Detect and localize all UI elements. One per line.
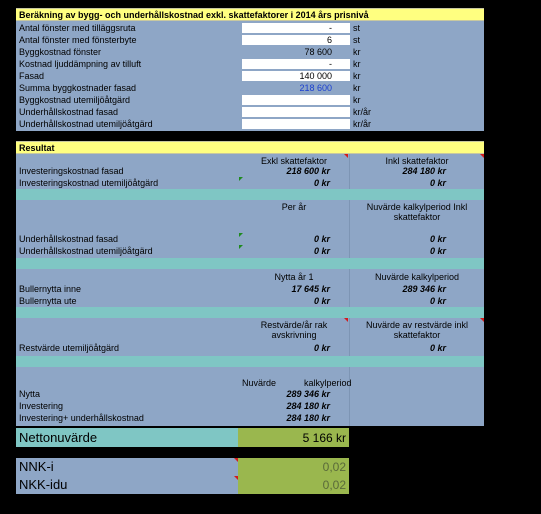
result-value: 0 kr xyxy=(313,343,330,353)
row-unit: st xyxy=(353,23,361,33)
result-value: 284 180 kr xyxy=(402,166,446,176)
column-header: Nytta år 1 xyxy=(274,272,314,282)
result-value: 0 kr xyxy=(313,296,330,306)
column-divider xyxy=(349,154,350,189)
result-value: 0 kr xyxy=(313,234,330,244)
column-header: Nuvärde av restvärde inkl skattefaktor xyxy=(365,320,469,340)
column-header: Exkl skattefaktor xyxy=(260,156,328,166)
row-label: Kostnad ljuddämpning av tilluft xyxy=(19,59,142,69)
result-value: 0 kr xyxy=(429,343,446,353)
column-header: Per år xyxy=(281,202,307,212)
row-label: Byggkostnad utemiljöåtgärd xyxy=(19,95,131,105)
netto-value: 5 166 kr xyxy=(302,431,346,445)
row-value: 6 xyxy=(326,35,332,45)
row-label: Underhållskostnad fasad xyxy=(19,107,119,117)
result-value: 0 kr xyxy=(313,178,330,188)
row-unit: kr xyxy=(353,47,361,57)
row-unit: kr xyxy=(353,71,361,81)
row-value: 78 600 xyxy=(304,47,332,57)
result-label: Bullernytta inne xyxy=(19,284,82,294)
result-label: Underhållskostnad utemiljöåtgärd xyxy=(19,246,153,256)
column-header: Nuvärde xyxy=(242,378,277,388)
row-unit: kr/år xyxy=(353,119,371,129)
column-divider xyxy=(349,367,350,426)
column-divider xyxy=(349,200,350,258)
nkkidu-label: NKK-idu xyxy=(19,477,68,492)
result-value: 0 kr xyxy=(429,234,446,244)
column-header: Nuvärde kalkylperiod xyxy=(374,272,460,282)
row-unit: kr xyxy=(353,95,361,105)
result-value: 289 346 kr xyxy=(286,389,330,399)
column-header: kalkylperiod xyxy=(304,378,352,388)
row-value: - xyxy=(329,59,332,69)
column-divider xyxy=(349,318,350,356)
result-label: Investeringskostnad fasad xyxy=(19,166,124,176)
spreadsheet xyxy=(16,8,484,508)
result-value: 0 kr xyxy=(313,246,330,256)
input-cell-underhall-fasad[interactable] xyxy=(242,107,350,117)
nnki-value: 0,02 xyxy=(322,460,346,474)
netto-label: Nettonuvärde xyxy=(19,430,98,445)
nnki-label: NNK-i xyxy=(19,459,54,474)
row-unit: st xyxy=(353,35,361,45)
column-header: Nuvärde kalkylperiod Inkl skattefaktor xyxy=(366,202,468,222)
column-header: Restvärde/år rak avskrivning xyxy=(260,320,328,340)
row-value: 218 600 xyxy=(299,83,332,93)
row-unit: kr xyxy=(353,83,361,93)
result-label: Investering+ underhållskostnad xyxy=(19,413,144,423)
row-value: 140 000 xyxy=(299,71,332,81)
row-unit: kr xyxy=(353,59,361,69)
result-value: 0 kr xyxy=(429,246,446,256)
calculation-header: Beräkning av bygg- och underhållskostnad exkl. skattefaktorer i 2014 års prisnivå xyxy=(16,8,484,21)
separator-band xyxy=(16,258,484,269)
nkkidu-value: 0,02 xyxy=(322,478,346,492)
result-value: 289 346 kr xyxy=(402,284,446,294)
result-label: Investering xyxy=(19,401,64,411)
separator-band xyxy=(16,307,484,318)
row-label: Summa byggkostnader fasad xyxy=(19,83,137,93)
results-header: Resultat xyxy=(16,141,484,154)
row-label: Underhållskostnad utemiljöåtgärd xyxy=(19,119,153,129)
row-unit: kr/år xyxy=(353,107,371,117)
result-value: 0 kr xyxy=(429,296,446,306)
result-label: Investeringskostnad utemiljöåtgärd xyxy=(19,178,159,188)
result-value: 284 180 kr xyxy=(286,413,330,423)
result-value: 0 kr xyxy=(429,178,446,188)
result-label: Restvärde utemiljöåtgärd xyxy=(19,343,120,353)
row-label: Antal fönster med tilläggsruta xyxy=(19,23,136,33)
row-label: Byggkostnad fönster xyxy=(19,47,102,57)
input-cell-utemiljo[interactable] xyxy=(242,95,350,105)
separator-band xyxy=(16,189,484,200)
result-value: 17 645 kr xyxy=(291,284,330,294)
result-label: Underhållskostnad fasad xyxy=(19,234,119,244)
result-value: 284 180 kr xyxy=(286,401,330,411)
separator-band xyxy=(16,356,484,367)
row-label: Fasad xyxy=(19,71,45,81)
result-label: Bullernytta ute xyxy=(19,296,77,306)
column-header: Inkl skattefaktor xyxy=(385,156,449,166)
result-label: Nytta xyxy=(19,389,41,399)
result-value: 218 600 kr xyxy=(286,166,330,176)
column-divider xyxy=(349,269,350,307)
row-label: Antal fönster med fönsterbyte xyxy=(19,35,137,45)
row-value: - xyxy=(329,23,332,33)
input-cell-underhall-ute[interactable] xyxy=(242,119,350,129)
